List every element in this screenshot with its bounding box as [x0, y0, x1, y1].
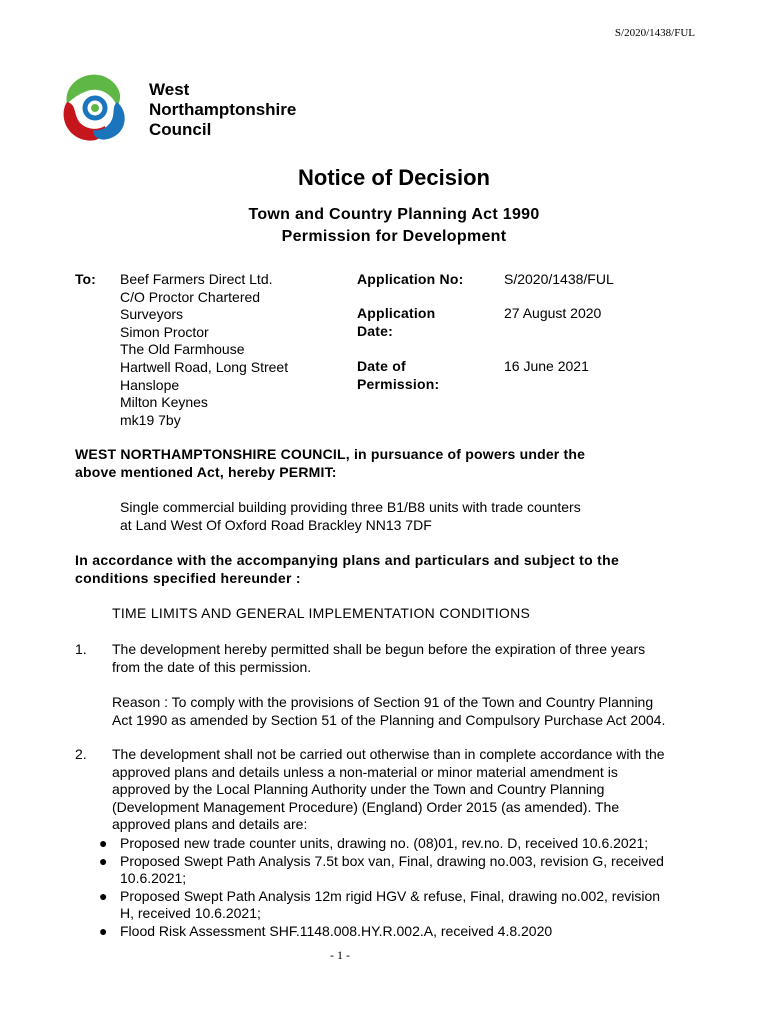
list-item: [97, 853, 737, 888]
organisation-name-line: West: [149, 80, 190, 99]
description-line: Single commercial building providing three B1/B8 units with trade counters: [120, 499, 581, 515]
condition-line: The development shall not be carried out otherwise than in complete accordance with the: [112, 746, 665, 762]
bullet-icon: ●: [99, 835, 108, 851]
condition-number: 2.: [75, 746, 87, 762]
address-line: The Old Farmhouse: [120, 341, 245, 358]
condition-line: (Development Management Procedure) (England) Order 2015 (as amended). The: [112, 798, 620, 815]
condition-line: The development hereby permitted shall be begun before the expiration of three years: [112, 641, 646, 657]
act-subtitle: Town and Country Planning Act 1990: [248, 206, 540, 223]
permission-date-value: 16 June 2021: [504, 358, 589, 374]
accordance-line: conditions specified hereunder :: [75, 569, 301, 586]
application-date-label-line: Application: [357, 305, 436, 321]
application-no-value: S/2020/1438/FUL: [504, 271, 614, 287]
address-line: Hanslope: [120, 376, 180, 393]
condition-number: 1.: [75, 641, 87, 657]
list-item-line: H, received 10.6.2021;: [120, 905, 261, 922]
permit-line: WEST NORTHAMPTONSHIRE COUNCIL, in pursuance of powers under the: [75, 446, 586, 462]
address-line: Hartwell Road, Long Street: [120, 358, 289, 375]
list-item-line: Flood Risk Assessment SHF.1148.008.HY.R.002.A, received 4.8.2020: [120, 922, 553, 939]
condition-line: from the date of this permission.: [112, 658, 312, 675]
address-line: mk19 7by: [120, 411, 181, 428]
condition-line: approved by the Local Planning Authority under the Town and Country Planning: [112, 781, 605, 798]
council-logo-icon: [55, 66, 135, 146]
application-date-label-line: Date:: [357, 322, 394, 339]
accordance-statement: [75, 552, 715, 587]
application-no-label: Application No:: [357, 271, 464, 287]
document-reference: S/2020/1438/FUL: [614, 27, 695, 39]
bullet-icon: ●: [99, 887, 108, 904]
list-item-line: Proposed Swept Path Analysis 7.5t box van, Final, drawing no.003, revision G, received: [120, 852, 664, 869]
permit-statement: [75, 446, 695, 481]
permit-line: above mentioned Act, hereby PERMIT:: [75, 463, 337, 480]
organisation-name-line: Council: [149, 120, 212, 139]
address-line: Simon Proctor: [120, 323, 209, 340]
condition-line: approved plans and details are:: [112, 816, 308, 833]
address-line: Beef Farmers Direct Ltd.: [120, 271, 273, 287]
bullet-icon: ●: [99, 922, 108, 939]
condition-reason: [112, 694, 752, 729]
description-line: at Land West Of Oxford Road Brackley NN13 7DF: [120, 516, 432, 533]
development-description: [120, 499, 680, 534]
address-line: C/O Proctor Chartered: [120, 288, 261, 305]
reason-line: Reason : To comply with the provisions of Section 91 of the Town and Country Planning: [112, 694, 654, 710]
list-item: [97, 888, 737, 923]
page-number: - 1 -: [330, 948, 350, 962]
condition-text: [112, 746, 752, 834]
bullet-icon: ●: [99, 852, 108, 869]
condition-text: [112, 641, 752, 676]
list-item-line: 10.6.2021;: [120, 870, 187, 887]
permission-date-label: [357, 358, 439, 393]
section-heading: TIME LIMITS AND GENERAL IMPLEMENTATION CONDITIONS: [112, 605, 531, 621]
organisation-name-line: Northamptonshire: [149, 100, 297, 119]
approved-plans-list: [97, 835, 737, 941]
list-item-line: Proposed Swept Path Analysis 12m rigid HGV & refuse, Final, drawing no.002, revision: [120, 887, 661, 904]
page-title: Notice of Decision: [298, 165, 490, 190]
address-line: Surveyors: [120, 306, 184, 323]
list-item: [97, 923, 737, 941]
accordance-line: In accordance with the accompanying plans and particulars and subject to the: [75, 552, 620, 568]
address-line: Milton Keynes: [120, 394, 208, 411]
permission-date-label-line: Date of: [357, 358, 406, 374]
condition-line: approved plans and details unless a non-material or minor material amendment is: [112, 763, 618, 780]
organisation-name: [149, 80, 296, 140]
to-label: To:: [75, 271, 96, 287]
reason-line: Act 1990 as amended by Section 51 of the Planning and Compulsory Purchase Act 2004.: [112, 711, 666, 728]
permission-date-label-line: Permission:: [357, 375, 440, 392]
application-date-label: [357, 305, 435, 340]
application-date-value: 27 August 2020: [504, 305, 602, 321]
permission-subtitle: Permission for Development: [281, 228, 507, 245]
list-item-line: Proposed new trade counter units, drawing no. (08)01, rev.no. D, received 10.6.2021;: [120, 835, 649, 851]
list-item: [97, 835, 737, 853]
recipient-address: [120, 271, 288, 429]
